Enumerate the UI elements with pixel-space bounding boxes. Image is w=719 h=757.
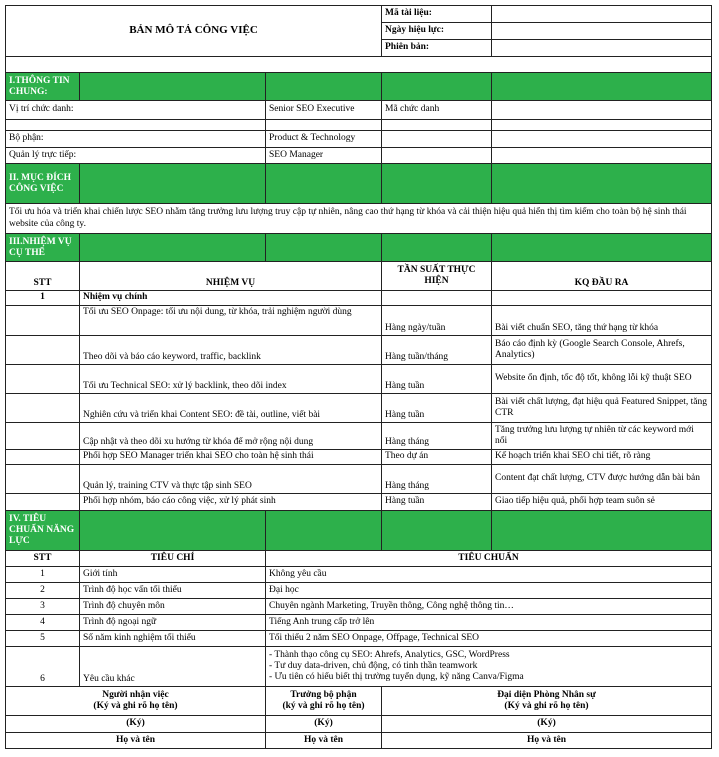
criteria-stt: 4 [6,615,80,631]
green-cell [382,164,492,204]
version-value[interactable] [492,40,712,57]
position-code-value[interactable] [492,101,712,120]
green-cell [80,164,266,204]
blank-cell [382,131,492,148]
signature-note: (Ký và ghi rõ họ tên) [504,701,589,711]
blank-cell [492,291,712,306]
blank-cell [6,120,266,131]
criteria-stt: 1 [6,567,80,583]
signature-receiver [6,687,266,716]
task-row [6,450,712,465]
tasks-header-task: NHIỆM VỤ [80,262,382,291]
task-row [6,365,712,394]
criteria-criterion: Trình độ chuyên môn [80,599,266,615]
task-frequency: Hàng tháng [382,423,492,450]
task-output: Bài viết chuẩn SEO, tăng thứ hạng từ khóa [492,306,712,336]
task-frequency: Hàng tuần [382,394,492,423]
tasks-header-output: KQ ĐẦU RA [492,262,712,291]
section-competency-heading: IV. TIÊU CHUẨN NĂNG LỰC [6,511,80,551]
blank-cell [6,494,80,511]
manager-value: SEO Manager [266,148,382,164]
section-general-heading: I.THÔNG TIN CHUNG: [6,73,80,101]
criteria-criterion: Trình độ ngoại ngữ [80,615,266,631]
task-text: Tối ưu SEO Onpage: tối ưu nội dung, từ khóa, trải nghiệm người dùng [80,306,382,336]
task-output: Bài viết chất lượng, đạt hiệu quả Featured Snippet, tăng CTR [492,394,712,423]
criteria-row [6,583,712,599]
task-frequency: Hàng tháng [382,465,492,494]
green-cell [382,511,492,551]
criteria-row [6,647,712,687]
effective-date-value[interactable] [492,23,712,40]
blank-cell [382,120,492,131]
green-cell [382,234,492,262]
blank-cell [6,306,80,336]
green-cell [492,164,712,204]
effective-date-label: Ngày hiệu lực: [382,23,492,40]
criteria-row [6,567,712,583]
criteria-standard: Không yêu cầu [266,567,712,583]
task-text: Nghiên cứu và triển khai Content SEO: đề tài, outline, viết bài [80,394,382,423]
section-purpose-heading: II. MỤC ĐÍCH CÔNG VIỆC [6,164,80,204]
department-value: Product & Technology [266,131,382,148]
blank-cell [6,394,80,423]
criteria-criterion: Giới tính [80,567,266,583]
signature-role: Đại diện Phòng Nhân sự [497,689,596,700]
signature-sign: (Ký) [266,716,382,733]
green-cell [382,73,492,101]
task-row [6,336,712,365]
doc-code-label: Mã tài liệu: [382,6,492,23]
task-output: Tăng trưởng lưu lượng tự nhiên từ các keyword mới nổi [492,423,712,450]
signature-name: Họ và tên [6,733,266,749]
task-row [6,306,712,336]
green-cell [266,164,382,204]
manager-label: Quản lý trực tiếp: [6,148,266,164]
doc-code-value[interactable] [492,6,712,23]
signature-name: Họ và tên [382,733,712,749]
criteria-header-criterion: TIÊU CHÍ [80,551,266,567]
signature-role: Người nhận việc [102,689,169,700]
spacer-row [6,57,712,73]
signature-sign: (Ký) [6,716,266,733]
task-frequency: Hàng tuần [382,494,492,511]
green-cell [492,234,712,262]
green-cell [266,511,382,551]
blank-cell [492,148,712,164]
task-output: Giao tiếp hiệu quả, phối hợp team suôn sẻ [492,494,712,511]
department-label: Bộ phận: [6,131,266,148]
purpose-text: Tối ưu hóa và triển khai chiến lược SEO nhằm tăng trưởng lưu lượng truy cập tự nhiên, nâng cao thứ hạng từ khóa và cải thiện hiệu quả hiển thị tìm kiếm cho toàn bộ hệ sinh thái website của công ty. [6,204,712,234]
green-cell [492,511,712,551]
task-row [6,494,712,511]
blank-cell [6,465,80,494]
signature-name: Họ và tên [266,733,382,749]
criteria-standard-list [266,647,712,687]
version-label: Phiên bản: [382,40,492,57]
criteria-criterion: Yêu cầu khác [80,647,266,687]
task-row [6,465,712,494]
signature-note: (ký và ghi rõ họ tên) [282,701,365,711]
criteria-row [6,631,712,647]
criteria-standard: Tiếng Anh trung cấp trở lên [266,615,712,631]
task-text: Quản lý, training CTV và thực tập sinh SEO [80,465,382,494]
green-cell [80,234,266,262]
signature-note: (Ký và ghi rõ họ tên) [93,701,178,711]
task-text: Phối hợp nhóm, báo cáo công việc, xử lý phát sinh [80,494,382,511]
blank-cell [6,423,80,450]
task-text: Tối ưu Technical SEO: xử lý backlink, theo dõi index [80,365,382,394]
green-cell [266,73,382,101]
criteria-stt: 5 [6,631,80,647]
signature-sign: (Ký) [382,716,712,733]
criteria-row [6,615,712,631]
criteria-standard-line: - Tư duy data-driven, chủ động, có tinh thần teamwork [269,661,478,671]
tasks-header-frequency: TẦN SUẤT THỰC HIỆN [382,262,492,291]
task-text: Phối hợp SEO Manager triển khai SEO cho toàn hệ sinh thái [80,450,382,465]
blank-cell [382,148,492,164]
tasks-header-stt: STT [6,262,80,291]
blank-cell [382,291,492,306]
criteria-standard: Tối thiểu 2 năm SEO Onpage, Offpage, Technical SEO [266,631,712,647]
signature-hr [382,687,712,716]
document-title: BẢN MÔ TẢ CÔNG VIỆC [6,6,382,57]
criteria-criterion: Trình độ học vấn tối thiểu [80,583,266,599]
criteria-stt: 3 [6,599,80,615]
green-cell [492,73,712,101]
task-group-label: Nhiệm vụ chính [80,291,382,306]
criteria-standard: Chuyên ngành Marketing, Truyền thông, Công nghệ thông tin… [266,599,712,615]
task-output: Báo cáo định kỳ (Google Search Console, Ahrefs, Analytics) [492,336,712,365]
task-frequency: Theo dự án [382,450,492,465]
section-tasks-heading: III.NHIỆM VỤ CỤ THỂ [6,234,80,262]
task-frequency: Hàng tuần [382,365,492,394]
blank-cell [266,120,382,131]
signature-department-head [266,687,382,716]
criteria-criterion: Số năm kinh nghiệm tối thiểu [80,631,266,647]
criteria-standard-line: - Ưu tiên có hiểu biết thị trường tuyển dụng, kỹ năng Canva/Figma [269,672,524,682]
signature-role: Trưởng bộ phận [290,689,357,700]
position-code-label: Mã chức danh [382,101,492,120]
blank-cell [6,365,80,394]
position-label: Vị trí chức danh: [6,101,266,120]
task-frequency: Hàng tuần/tháng [382,336,492,365]
task-row [6,394,712,423]
task-output: Kế hoạch triển khai SEO chi tiết, rõ ràng [492,450,712,465]
blank-cell [6,450,80,465]
green-cell [266,234,382,262]
criteria-standard-line: - Thành thạo công cụ SEO: Ahrefs, Analytics, GSC, WordPress [269,650,510,660]
task-text: Cập nhật và theo dõi xu hướng từ khóa để mở rộng nội dung [80,423,382,450]
green-cell [80,511,266,551]
task-text: Theo dõi và báo cáo keyword, traffic, backlink [80,336,382,365]
blank-cell [6,336,80,365]
criteria-standard: Đại học [266,583,712,599]
task-frequency: Hàng ngày/tuần [382,306,492,336]
criteria-header-stt: STT [6,551,80,567]
job-description-table [5,5,712,749]
criteria-stt: 6 [6,647,80,687]
green-cell [80,73,266,101]
blank-cell [492,131,712,148]
criteria-header-standard: TIÊU CHUẨN [266,551,712,567]
blank-cell [492,120,712,131]
position-value: Senior SEO Executive [266,101,382,120]
criteria-stt: 2 [6,583,80,599]
task-output: Website ổn định, tốc độ tốt, không lỗi kỹ thuật SEO [492,365,712,394]
task-row [6,423,712,450]
task-output: Content đạt chất lượng, CTV được hướng dẫn bài bản [492,465,712,494]
criteria-row [6,599,712,615]
task-group-stt: 1 [6,291,80,306]
